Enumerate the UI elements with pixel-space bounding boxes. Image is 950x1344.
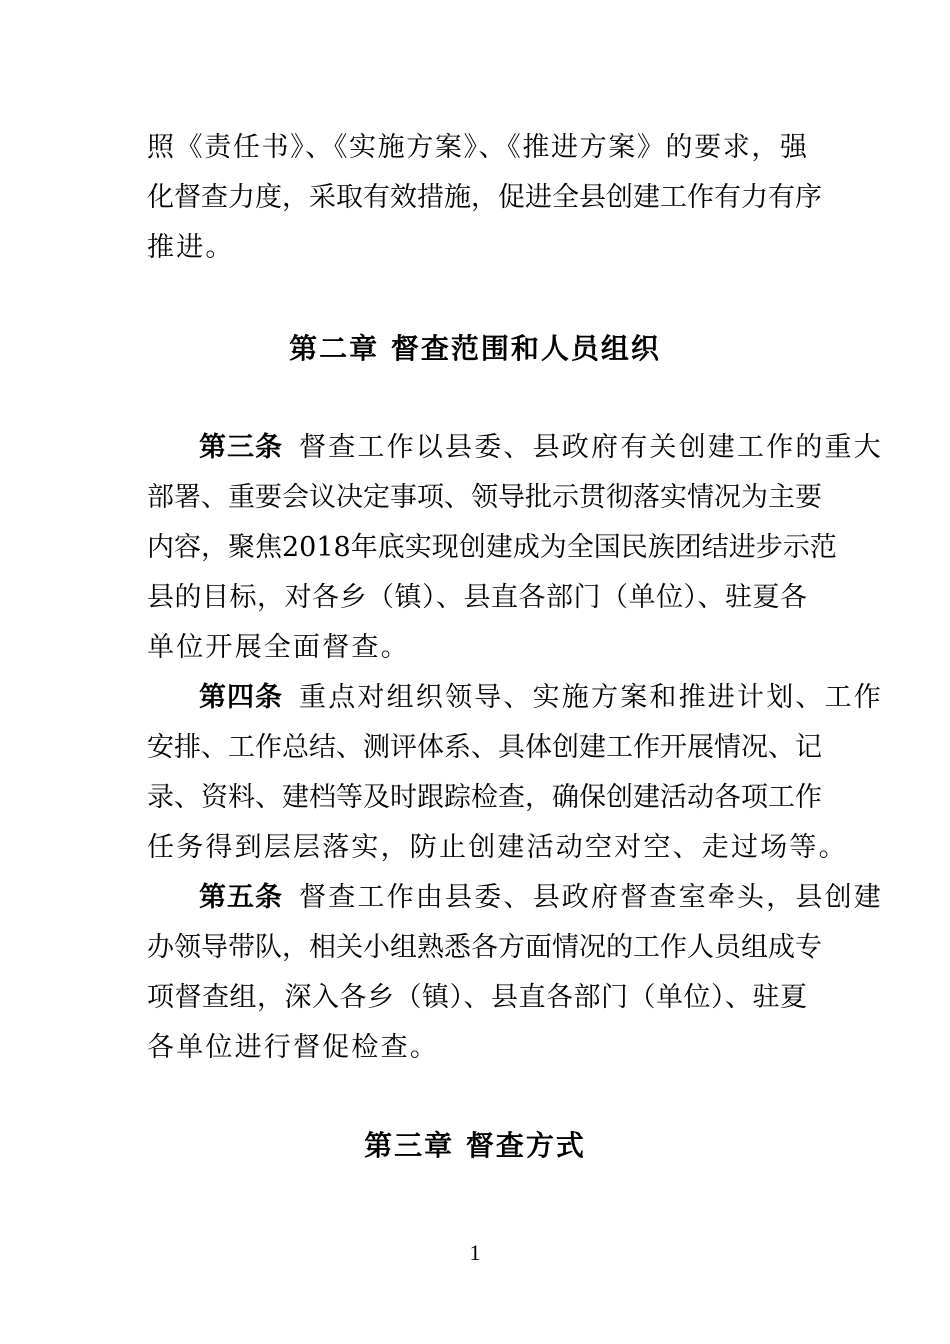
article-4-line-4: 任务得到层层落实，防止创建活动空对空、走过场等。 [147, 832, 848, 863]
article-4-line-2: 安排、工作总结、测评体系、具体创建工作开展情况、记 [147, 732, 822, 763]
article-5-first-text: 督查工作由县委、县政府督查室牵头，县创建 [299, 882, 883, 913]
article-5-line-4: 各单位进行督促检查。 [147, 1032, 439, 1063]
article-5-label: 第五条 [199, 882, 283, 913]
article-3-line-2: 部署、重要会议决定事项、领导批示贯彻落实情况为主要 [147, 482, 822, 513]
chapter-3-title: 第三章 督查方式 [364, 1129, 586, 1162]
intro-line-3: 推进。 [147, 232, 235, 263]
article-5-line-2: 办领导带队，相关小组熟悉各方面情况的工作人员组成专 [147, 932, 822, 963]
chapter-2-title: 第二章 督查范围和人员组织 [289, 332, 661, 365]
article-4-line-3: 录、资料、建档等及时跟踪检查，确保创建活动各项工作 [147, 782, 822, 813]
article-5-line-3: 项督查组，深入各乡（镇）、县直各部门（单位）、驻夏 [147, 982, 807, 1013]
intro-line-1: 照《责任书》、《实施方案》、《推进方案》的要求，强 [147, 132, 807, 163]
article-3-first-line [199, 430, 883, 466]
article-5-first-line [199, 880, 883, 916]
article-3-first-text: 督查工作以县委、县政府有关创建工作的重大 [299, 432, 883, 463]
article-3-line-5: 单位开展全面督查。 [147, 632, 410, 663]
article-3-line-3: 内容，聚焦2018年底实现创建成为全国民族团结进步示范 [147, 532, 837, 563]
article-4-label: 第四条 [199, 682, 283, 713]
page-number: 1 [469, 1240, 481, 1265]
intro-line-2: 化督查力度，采取有效措施，促进全县创建工作有力有序 [147, 182, 822, 213]
article-4-first-text: 重点对组织领导、实施方案和推进计划、工作 [299, 682, 883, 713]
article-3-label: 第三条 [199, 432, 283, 463]
article-3-line-4: 县的目标，对各乡（镇）、县直各部门（单位）、驻夏各 [147, 582, 807, 613]
article-4-first-line [199, 680, 883, 716]
